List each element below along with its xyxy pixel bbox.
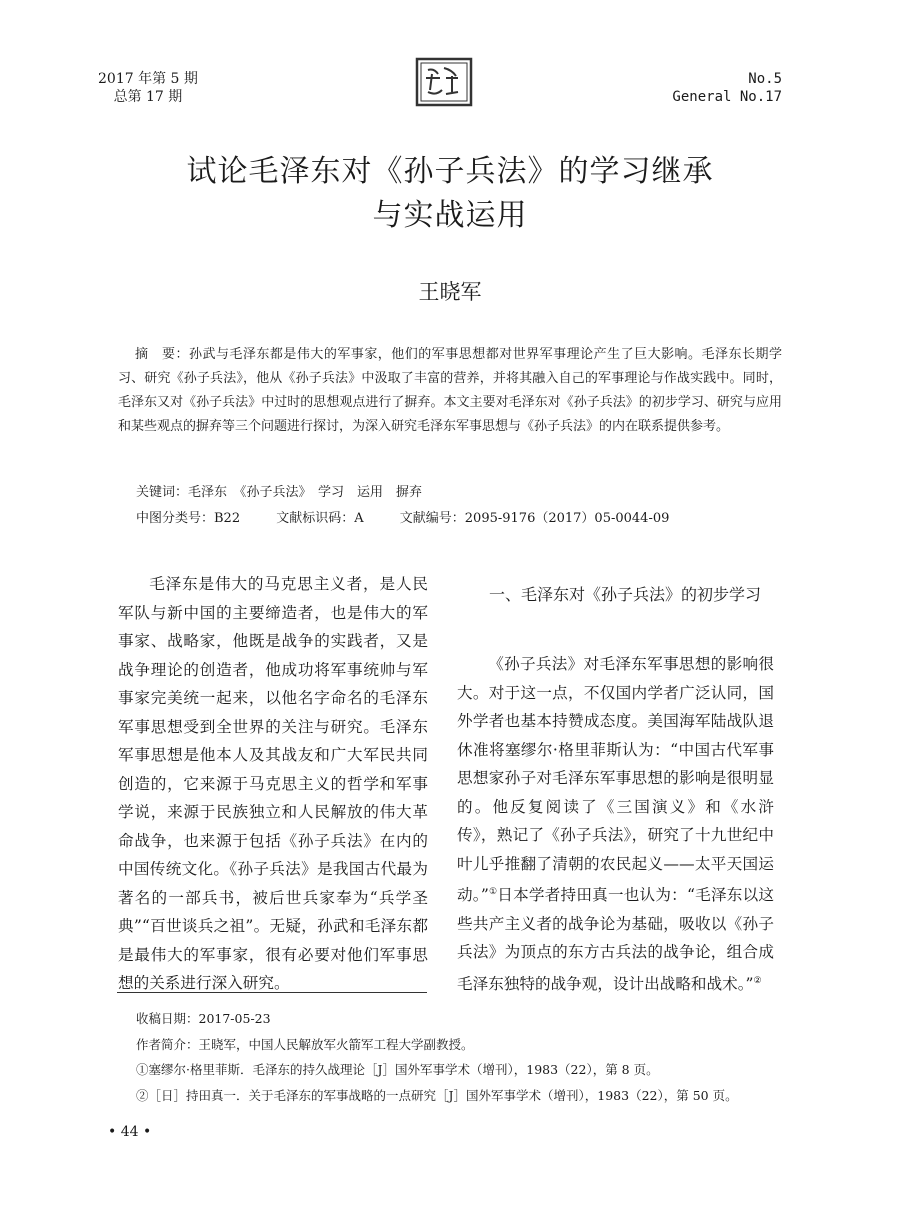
classification-info — [136, 507, 699, 526]
clc-number: 中图分类号：B22 — [136, 511, 241, 526]
footnote-ref-1: ① — [488, 887, 498, 897]
abstract — [118, 343, 782, 439]
footnote-ref-2: ② — [753, 975, 762, 986]
year-issue: 2017 年第 5 期 — [98, 71, 198, 87]
article-number: 文献编号：2095-9176（2017）05-0044-09 — [399, 511, 670, 526]
journal-logo — [414, 56, 474, 108]
section-1-heading: 一、毛泽东对《孙子兵法》的初步学习 — [489, 585, 762, 604]
keywords — [136, 481, 422, 500]
journal-issue-info — [98, 70, 198, 106]
article-title — [0, 150, 900, 238]
abstract-label: 摘 要： — [135, 347, 189, 362]
general-number: General No.17 — [672, 89, 782, 105]
title-line-1: 试论毛泽东对《孙子兵法》的学习继承 — [186, 154, 714, 189]
author-name: 王晓军 — [418, 280, 482, 304]
keywords-label: 关键词： — [136, 485, 189, 500]
journal-issue-info-en — [672, 70, 782, 106]
document-code: 文献标识码：A — [276, 511, 364, 526]
section-1-paragraph — [457, 650, 774, 998]
received-date: 收稿日期：2017-05-23 — [136, 1011, 271, 1026]
issue-number: No.5 — [748, 71, 782, 87]
section-1-text: 《孙子兵法》对毛泽东军事思想的影响很大。对于这一点，不仅国内学者广泛认同，国外学者也基本持赞成态度。美国海军陆战队退休准将塞缪尔·格里菲斯认为：“中国古代军事思想家孙子对毛泽东军事思想的影响是很明显的。他反复阅读了《三国演义》和《水浒传》，熟记了《孙子兵法》，研究了十九世纪中叶儿乎推翻了清朝的农民起义——太平天国运动。” — [457, 655, 774, 905]
right-column — [457, 650, 774, 998]
abstract-text: 孙武与毛泽东都是伟大的军事家，他们的军事思想都对世界军事理论产生了巨大影响。毛泽东长期学习、研究《孙子兵法》，他从《孙子兵法》中汲取了丰富的营养，并将其融入自己的军事理论与作战实践中。同时，毛泽东又对《孙子兵法》中过时的思想观点进行了摒弃。本文主要对毛泽东对《孙子兵法》的初步学习、研究与应用和某些观点的摒弃等三个问题进行探讨，为深入研究毛泽东军事思想与《孙子兵法》的内在联系提供参考。 — [118, 347, 782, 434]
intro-paragraph: 毛泽东是伟大的马克思主义者，是人民军队与新中国的主要缔造者，也是伟大的军事家、战略家，他既是战争的实践者，又是战争理论的创造者，他成功将军事统帅与军事家完美统一起来，以他名字命名的毛泽东军事思想受到全世界的关注与研究。毛泽东军事思想是他本人及其战友和广大军民共同创造的，它来源于马克思主义的哲学和军事学说，来源于民族独立和人民解放的伟大革命战争，也来源于包括《孙子兵法》在内的中国传统文化。《孙子兵法》是我国古代最为著名的一部兵书，被后世兵家奉为“兵学圣典”“百世谈兵之祖”。无疑，孙武和毛泽东都是最伟大的军事家，很有必要对他们军事思想的关系进行深入研究。 — [118, 575, 428, 992]
left-column — [118, 570, 428, 998]
keywords-text: 毛泽东 《孙子兵法》 学习 运用 摒弃 — [188, 485, 423, 500]
footnote-1: ①塞缪尔·格里菲斯．毛泽东的持久战理论［J］国外军事学术（增刊），1983（22），第 8 页。 — [136, 1062, 659, 1077]
title-line-2: 与实战运用 — [372, 198, 528, 233]
total-issue: 总第 17 期 — [113, 89, 183, 105]
footnote-2: ②［日］持田真一．关于毛泽东的军事战略的一点研究［J］国外军事学术（增刊），1983（22），第 50 页。 — [136, 1088, 738, 1103]
section-1-text-2: 日本学者持田真一也认为：“毛泽东以这些共产主义者的战争论为基础，吸收以《孙子兵法》为顶点的东方古兵法的战争论，组合成毛泽东独特的战争观，设计出战略和战术。” — [457, 886, 774, 993]
author-bio: 作者简介：王晓军，中国人民解放军火箭军工程大学副教授。 — [136, 1037, 474, 1052]
page-number: • 44 • — [108, 1124, 152, 1140]
footnote-divider — [117, 992, 427, 993]
